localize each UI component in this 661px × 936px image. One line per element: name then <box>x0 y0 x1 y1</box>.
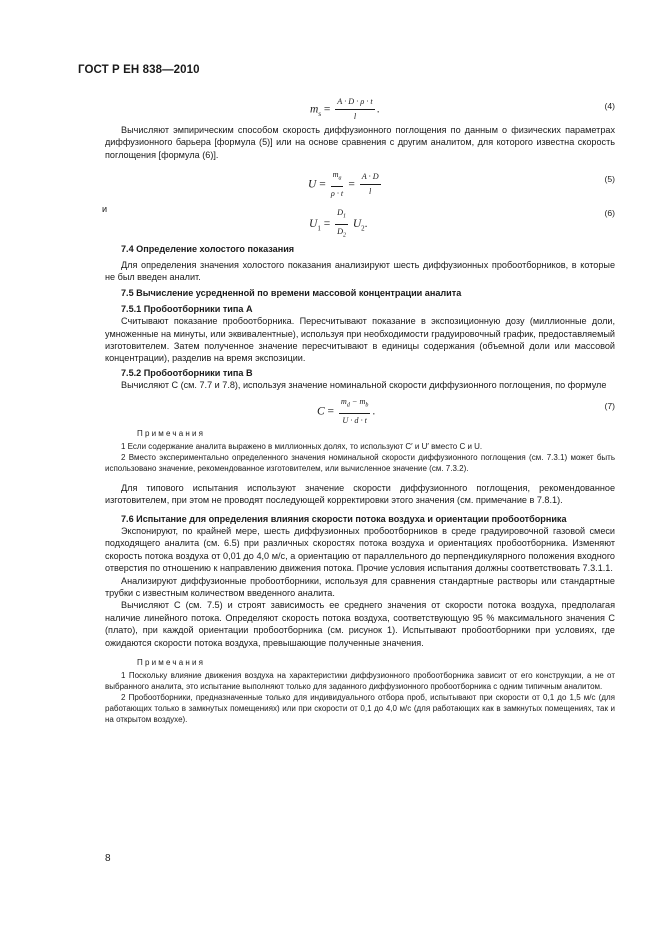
page-content <box>102 90 615 725</box>
note: 2 Вместо экспериментально определенного значения номинальной скорости диффузионного поглощения (см. 7.3.1) может быть использовано значение, рекомендованное изготовителем, или вычисленное значение (см. 7.3.2). <box>105 452 615 473</box>
paragraph: Вычисляют эмпирическим способом скорость диффузионного поглощения по данным о физических параметрах диффузионного барьера [формула (5)] или на основе сравнения с другим аналитом, для которого известна скорость поглощения [формула (6)]. <box>105 125 615 160</box>
paragraph: Вычисляют C (см. 7.7 и 7.8), используя значение номинальной скорости диффузионного поглощения, по формуле <box>121 380 607 391</box>
formula-6: и $U_1$ = $\frac{D_1}{D_2}$ $U_2$. (6) <box>102 204 615 239</box>
formula-7-number: (7) <box>604 400 615 411</box>
note: 1 Поскольку влияние движения воздуха на характеристики диффузионного пробоотборника зависит от его конструкции, а не от выбранного аналита, это испытание выполняют только для заданного диффузионного пробоотборника с одним типичным аналитом. <box>105 670 615 691</box>
paragraph: Для определения значения холостого показания анализируют шесть диффузионных пробоотборников, в которые не был введен аналит. <box>105 259 615 283</box>
paragraph: Считывают показание пробоотборника. Пересчитывают показание в экспозиционную дозу (миллионные доли, умноженные на минуты, или эквивалентные), используя при необходимости градуировочный график, предоставляемый изготовителем. Затем полученное значение пересчитывают в единицы содержания (объемной доли или массовой концентрации), разделив на время экспозиции. <box>105 316 615 364</box>
conjunction-and: и <box>102 204 108 215</box>
page-number: 8 <box>105 853 111 864</box>
section-heading-7-5-2: 7.5.2 Пробоотборники типа В <box>121 367 253 378</box>
paragraph: Вычисляют C (см. 7.5) и строят зависимость ее среднего значения от скорости потока воздуха, предполагая наличие линейного потока. Определяют скорость потока воздуха, соответствующую 95 % максимального значения C (плато), при каждой ориентации пробоотборника (см. рисунок 1). Испытывают пробоотборники при условиях, где ожидаются скорости потока воздуха, превышающие полученные значения. <box>105 600 615 648</box>
section-heading-7-6: 7.6 Испытание для определения влияния скорости потока воздуха и ориентации пробоотборника <box>121 513 567 524</box>
note: 2 Пробоотборники, предназначенные только для индивидуального отбора проб, испытывают при скорости от 0,1 до 1,5 м/с (для работающих только в замкнутых помещениях) или при скорости от 0,1 до 4,0 м/с (для работающих как в замкнутых помещениях, так и на открытом воздухе). <box>105 692 615 724</box>
section-heading-7-5: 7.5 Вычисление усредненной по времени массовой концентрации аналита <box>121 288 462 299</box>
notes-heading: Примечания <box>137 428 206 438</box>
paragraph: Для типового испытания используют значение скорости диффузионного поглощения, рекомендованное изготовителем, при этом не проводят последующей корректировки этого значения (см. примечание в 7.8.1). <box>105 482 615 506</box>
paragraph: Экспонируют, по крайней мере, шесть диффузионных пробоотборников в среде градуировочной газовой смеси подходящего аналита (см. 6.5) при различных скоростях потока воздуха и ориентациях пробоотборника. Изменяют скорость потока воздуха от 0,01 до 4,0 м/с, а ориентацию от параллельного до перпендикулярного положения входного отверстия по отношению к направлению движения потока. Прочие условия испытания должны соответствовать 7.3.1.1. <box>105 525 615 574</box>
formula-4: $m_s$ = $\frac{A \cdot D \cdot \rho \cdot t}{l}$ . (4) <box>310 97 615 122</box>
notes-heading: Примечания <box>137 657 206 667</box>
formula-6-number: (6) <box>604 208 615 219</box>
section-heading-7-5-1: 7.5.1 Пробоотборники типа А <box>121 303 253 314</box>
note: 1 Если содержание аналита выражено в миллионных долях, то используют C′ и U′ вместо C и U. <box>121 441 483 451</box>
formula-5-number: (5) <box>604 174 615 185</box>
formula-5: U = $\frac{m_a}{\rho \cdot t}$ = $\frac{A \cdot D}{l}$ (5) <box>308 170 615 199</box>
formula-7: C = $\frac{m_d - m_b}{U \cdot d \cdot t}$ . (7) <box>317 396 615 425</box>
section-heading-7-4: 7.4 Определение холостого показания <box>121 244 295 255</box>
document-header: ГОСТ Р ЕН 838—2010 <box>78 64 200 76</box>
paragraph: Анализируют диффузионные пробоотборники, используя для сравнения стандартные растворы или стандартные трубки с известным количеством введенного аналита. <box>105 575 615 598</box>
formula-4-number: (4) <box>604 101 615 111</box>
